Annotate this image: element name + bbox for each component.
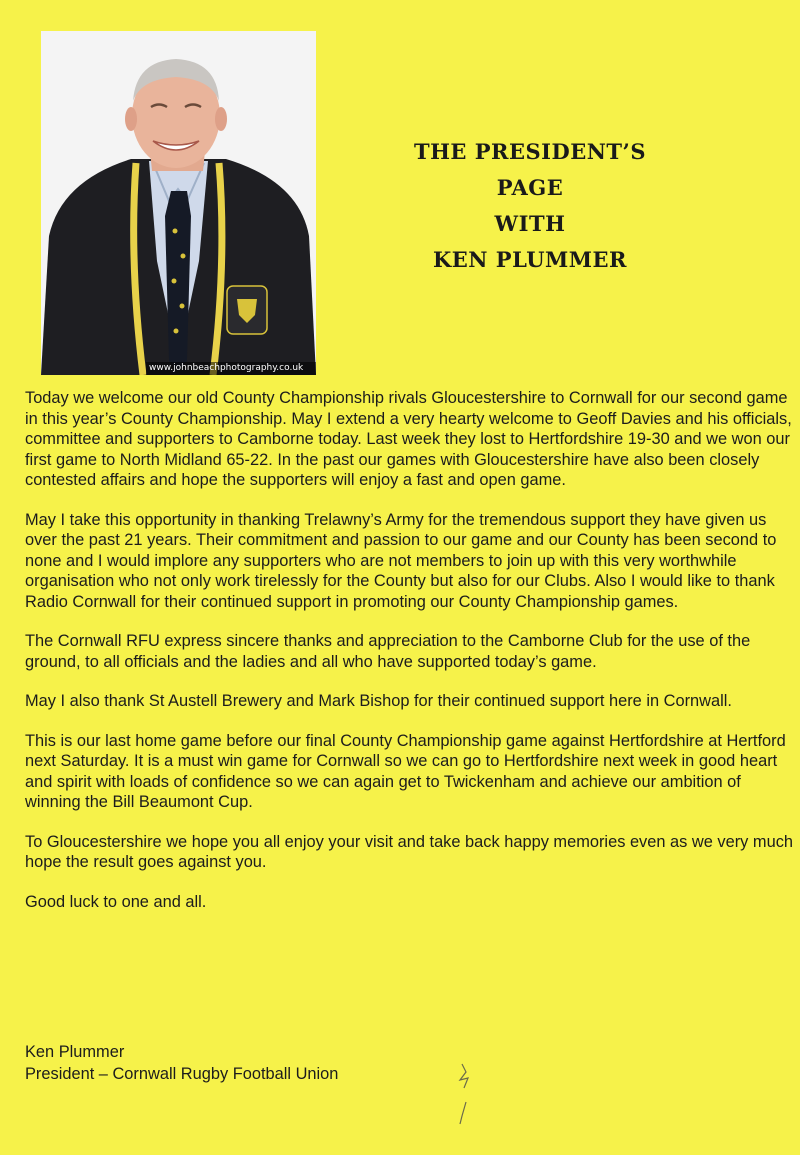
title-line-1: THE PRESIDENT’S xyxy=(413,139,647,164)
title-line-3: WITH xyxy=(494,211,566,236)
title-line-2: PAGE xyxy=(496,175,564,200)
paragraph: This is our last home game before our final County Championship game against Hertfordshire at Hertford next Saturday. It is a must win game for Cornwall so we can go to Hertfordshire next week in good heart and spirit with loads of confidence so we can again get to Twickenham and achieve our ambition of winning the Bill Beaumont Cup. xyxy=(25,731,786,811)
paragraph: To Gloucestershire we hope you all enjoy your visit and take back happy memories even as we very much hope the result goes against you. xyxy=(25,832,794,871)
pen-scribble-mark xyxy=(448,1058,478,1128)
signature-role: President – Cornwall Rugby Football Union xyxy=(25,1065,339,1083)
title-line-4: KEN PLUMMER xyxy=(433,247,627,272)
paragraph: The Cornwall RFU express sincere thanks and appreciation to the Camborne Club for the use of the ground, to all officials and the ladies and all who have supported today’s game. xyxy=(25,632,751,671)
paragraph: Today we welcome our old County Championship rivals Gloucestershire to Cornwall for our second game in this year’s County Championship. May I extend a very hearty welcome to Geoff Davies and his officials, committee and supporters to Camborne today. Last week they lost to Hertfordshire 19-30 and we won our first game to North Midland 65-22. In the past our games with Gloucestershire have also been closely contested affairs and hope the supporters will enjoy a fast and open game. xyxy=(25,389,792,489)
president-photo xyxy=(41,31,316,375)
paragraph: May I take this opportunity in thanking Trelawny’s Army for the tremendous support they have given us over the past 21 years. Their commitment and passion to our game and our County has been second to none and I would implore any supporters who are not members to join up with this very worthwhile organisation who not only work tirelessly for the County but also for our Clubs. Also I would like to thank Radio Cornwall for their continued support in promoting our County Championship games. xyxy=(25,510,777,611)
paragraph: Good luck to one and all. xyxy=(25,892,207,911)
photo-credit: www.johnbeachphotography.co.uk xyxy=(146,362,316,375)
paragraph: May I also thank St Austell Brewery and Mark Bishop for their continued support here in Cornwall. xyxy=(25,692,732,710)
page-title xyxy=(380,134,680,278)
article-body xyxy=(25,388,795,931)
portrait-illustration xyxy=(41,31,316,375)
signature-name: Ken Plummer xyxy=(25,1043,125,1061)
